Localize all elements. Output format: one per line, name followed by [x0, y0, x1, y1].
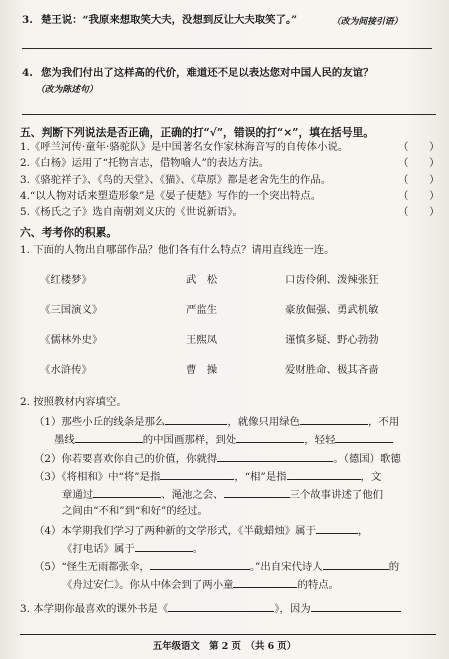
q4-number: 4.: [22, 67, 33, 79]
fill-1-blank-d[interactable]: [236, 432, 304, 443]
trait-4[interactable]: 爱财胜命、极其吝啬: [285, 364, 379, 376]
q3-text: 楚王说：“我原来想取笑大夫，没想到反让大夫取笑了。”: [41, 14, 298, 26]
trait-1[interactable]: 口齿伶俐、泼辣张狂: [285, 274, 379, 286]
fill-4-line2: 《打电话》属于 。: [62, 543, 204, 555]
fill-2-blank[interactable]: [217, 451, 333, 462]
fill-1-line1: （1）那些小丘的线条是那么 ，就像只用绿色 ，不用: [34, 416, 400, 428]
fill-5-blank-b[interactable]: [323, 559, 389, 570]
judge-paren-5[interactable]: （ ）: [398, 206, 440, 218]
favorite-book-blank[interactable]: [168, 601, 274, 612]
book-1[interactable]: 《红楼梦》: [40, 274, 92, 286]
judge-item-1: 1.《呼兰河传·童年·骆驼队》是中国著名女作家林海音写的自传体小说。: [20, 141, 349, 153]
judge-item-4: 4.“以人物对话来塑造形象”是《晏子使楚》写作的一个突出特点。: [20, 190, 322, 202]
q4-hint: （改为陈述句）: [36, 85, 98, 95]
fill-3-blank-b[interactable]: [287, 469, 361, 480]
judge-paren-4[interactable]: （ ）: [398, 190, 440, 202]
fill-5-line1: （5）“怪生无雨都张伞， 。”出自宋代诗人 的: [34, 561, 400, 573]
fill-2-line: （2）你若要喜欢你自己的价值，你就得 。（德国）歌德: [34, 453, 401, 465]
book-4[interactable]: 《水浒传》: [40, 364, 92, 376]
fill-3-line2: 章通过 、渑池之会、 三个故事讲述了他们: [62, 489, 384, 501]
q3-number: 3.: [22, 14, 33, 26]
fill-1-blank-a[interactable]: [165, 414, 227, 425]
judge-paren-2[interactable]: （ ）: [398, 157, 440, 169]
fill-question: 2. 按照教材内容填空。: [20, 396, 127, 408]
section6-title: 六、考考你的积累。: [20, 226, 118, 239]
person-3[interactable]: 王熙凤: [186, 334, 218, 346]
favorite-book-line: 3. 本学期你最喜欢的课外书是《 》，因为: [20, 601, 401, 616]
fill-3-blank-a[interactable]: [160, 469, 234, 480]
person-1[interactable]: 武 松: [186, 274, 218, 286]
fill-3-blank-d[interactable]: [224, 487, 290, 498]
judge-item-5: 5.《杨氏之子》选自南朝刘义庆的《世说新语》。: [20, 206, 243, 218]
judge-paren-1[interactable]: （ ）: [398, 141, 440, 153]
q4-answer-line[interactable]: [22, 114, 436, 115]
fill-1-line2: 墨线 的中国画那样，到处 ，轻轻: [54, 432, 393, 447]
fill-4-blank-b[interactable]: [135, 541, 193, 552]
page-footer: 五年级语文 第 2 页 （共 6 页）: [152, 641, 297, 652]
match-question: 1. 下面的人物出自哪部作品？他们各有什么特点？请用直线连一连。: [20, 244, 335, 256]
book-2[interactable]: 《三国演义》: [40, 304, 103, 316]
fill-1-blank-b[interactable]: [300, 414, 368, 425]
judge-item-3: 3.《骆驼祥子》、《鸟的天堂》、《猫》、《草原》都是老舍先生的作品。: [20, 174, 332, 186]
fill-3-blank-c[interactable]: [93, 487, 161, 498]
fill-1-blank-c[interactable]: [75, 432, 143, 443]
judge-paren-3[interactable]: （ ）: [398, 174, 440, 186]
fill-4-line1: （4）本学期我们学习了两种新的文学形式，《半截蜡烛》属于 ，: [34, 525, 369, 537]
fill-5-blank-c[interactable]: [233, 577, 297, 588]
fill-4-blank-a[interactable]: [316, 523, 358, 534]
q3-hint: （改为间接引语）: [332, 17, 403, 27]
person-2[interactable]: 严监生: [186, 304, 218, 316]
q4-text: 您为我们付出了这样高的代价，难道还不足以表达您对中国人民的友谊？: [41, 67, 374, 79]
footer-rule: [20, 634, 436, 635]
book-3[interactable]: 《儒林外史》: [40, 334, 103, 346]
judge-item-2: 2.《白杨》运用了“托物言志，借物喻人”的表达方法。: [20, 157, 270, 169]
fill-5-line2: 《舟过安仁》。你从中体会到了两小童 的特点。: [62, 579, 340, 591]
favorite-reason-blank[interactable]: [311, 601, 401, 612]
fill-3-line1: （3）《将相和》中“将”是指 ，“相”是指 ，文: [34, 471, 382, 483]
fill-5-blank-a[interactable]: [150, 559, 250, 570]
trait-2[interactable]: 豪放倔强、勇武机敏: [285, 304, 379, 316]
section5-title: 五、判断下列说法是否正确，正确的打“√”，错误的打“×”，填在括号里。: [20, 126, 375, 139]
trait-3[interactable]: 谨慎多疑、野心勃勃: [285, 334, 379, 346]
fill-3-line3: 之间由“不和”到“和好”的经过。: [62, 505, 208, 517]
q3-answer-line[interactable]: [22, 48, 432, 49]
fill-1-blank-e[interactable]: [335, 432, 393, 443]
person-4[interactable]: 曹 操: [186, 364, 218, 376]
